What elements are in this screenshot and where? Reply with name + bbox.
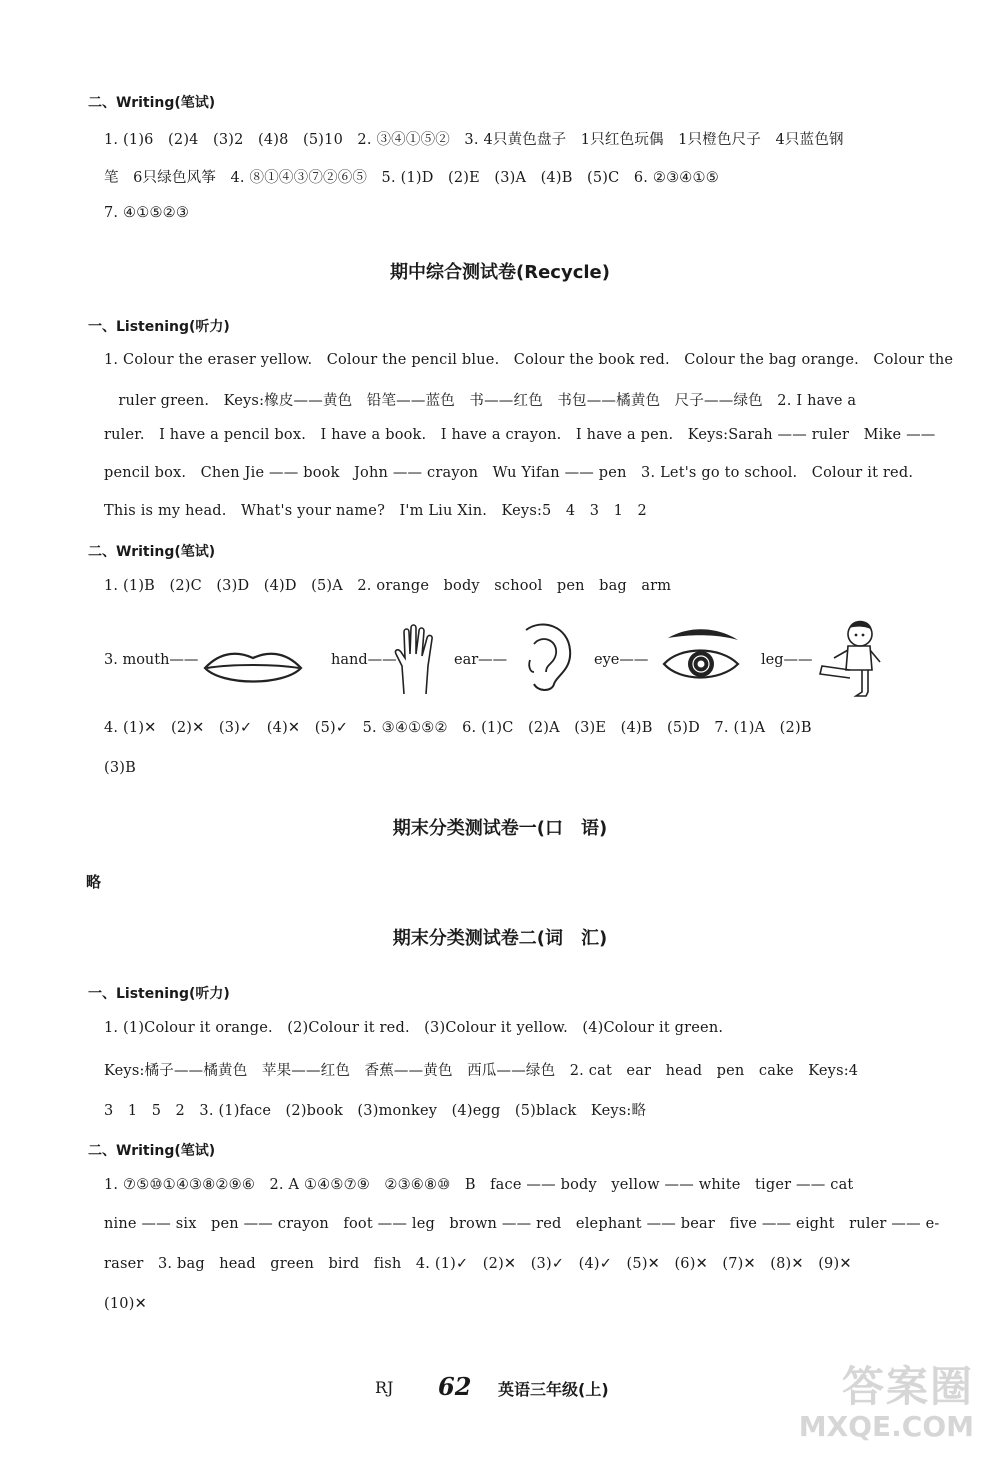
section-heading-writing: 二、Writing(笔试) [88,95,216,111]
answer-line: (3)B [104,760,136,776]
answer-line: 1. (1)6 (2)4 (3)2 (4)8 (5)10 2. ③④①⑤② 3. 4只黄色盘子 1只红色玩偶 1只橙色尺子 4只蓝色钢 [104,132,844,148]
test-title-midterm: 期中综合测试卷(Recycle) [390,262,610,283]
boy-kicking-icon [816,618,892,700]
hand-icon [390,624,442,696]
label-ear: ear—— [454,652,508,668]
section-heading-writing: 二、Writing(笔试) [88,1143,216,1159]
answer-line: raser 3. bag head green bird fish 4. (1)✓ (2)✕ (3)✓ (4)✓ (5)✕ (6)✕ (7)✕ (8)✕ (9)✕ [104,1256,852,1272]
answer-line: 4. (1)✕ (2)✕ (3)✓ (4)✕ (5)✓ 5. ③④①⑤② 6. (1)C (2)A (3)E (4)B (5)D 7. (1)A (2)B [104,720,812,736]
answer-line: This is my head. What's your name? I'm Liu Xin. Keys:5 4 3 1 2 [104,503,647,519]
watermark-text: 答案圈 [841,1362,974,1411]
subject-label: 英语三年级(上) [498,1380,609,1399]
body-parts-row [104,644,904,700]
answer-line: ruler green. Keys:橡皮——黄色 铅笔——蓝色 书——红色 书包——橘黄色 尺子——绿色 2. I have a [104,393,857,409]
watermark-url: MXQE.COM [798,1410,974,1443]
answer-line: 1. (1)B (2)C (3)D (4)D (5)A 2. orange body school pen bag arm [104,578,672,594]
watermark-logo [774,1354,974,1449]
answer-line: 笔 6只绿色风筝 4. ⑧①④③⑦②⑥⑤ 5. (1)D (2)E (3)A (4)B (5)C 6. ②③④①⑤ [104,170,719,186]
omitted-note: 略 [86,873,102,891]
label-leg: leg—— [761,652,813,668]
section-heading-writing: 二、Writing(笔试) [88,544,216,560]
eye-icon [660,628,742,688]
page-number: 62 [438,1372,472,1401]
answer-line: pencil box. Chen Jie —— book John —— crayon Wu Yifan —— pen 3. Let's go to school. Colour it red. [104,465,914,481]
label-mouth: 3. mouth—— [104,652,199,668]
answer-line: 1. (1)Colour it orange. (2)Colour it red. (3)Colour it yellow. (4)Colour it green. [104,1020,724,1036]
answer-line: (10)✕ [104,1296,147,1312]
test-title-vocabulary: 期末分类测试卷二(词 汇) [392,928,608,949]
answer-line: 1. Colour the eraser yellow. Colour the pencil blue. Colour the book red. Colour the bag orange. Colour the [104,352,954,368]
answer-line: ruler. I have a pencil box. I have a book. I have a crayon. I have a pen. Keys:Sarah —— ruler Mike —— [104,427,936,443]
answer-line: 3 1 5 2 3. (1)face (2)book (3)monkey (4)egg (5)black Keys:略 [104,1103,647,1119]
answer-line: 7. ④①⑤②③ [104,205,190,221]
label-eye: eye—— [594,652,649,668]
ear-icon [512,620,574,694]
section-heading-listening: 一、Listening(听力) [88,319,230,335]
lips-icon [202,648,304,688]
answer-line: Keys:橘子——橘黄色 苹果——红色 香蕉——黄色 西瓜——绿色 2. cat ear head pen cake Keys:4 [104,1063,859,1079]
answer-line: 1. ⑦⑤⑩①④③⑧②⑨⑥ 2. A ①④⑤⑦⑨ ②③⑥⑧⑩ B face —— body yellow —— white tiger —— cat [104,1177,854,1193]
test-title-oral: 期末分类测试卷一(口 语) [392,818,608,839]
section-heading-listening: 一、Listening(听力) [88,986,230,1002]
answer-line: nine —— six pen —— crayon foot —— leg brown —— red elephant —— bear five —— eight ruler —— e- [104,1216,940,1232]
edition-code: RJ [375,1378,394,1397]
label-hand: hand—— [331,652,397,668]
